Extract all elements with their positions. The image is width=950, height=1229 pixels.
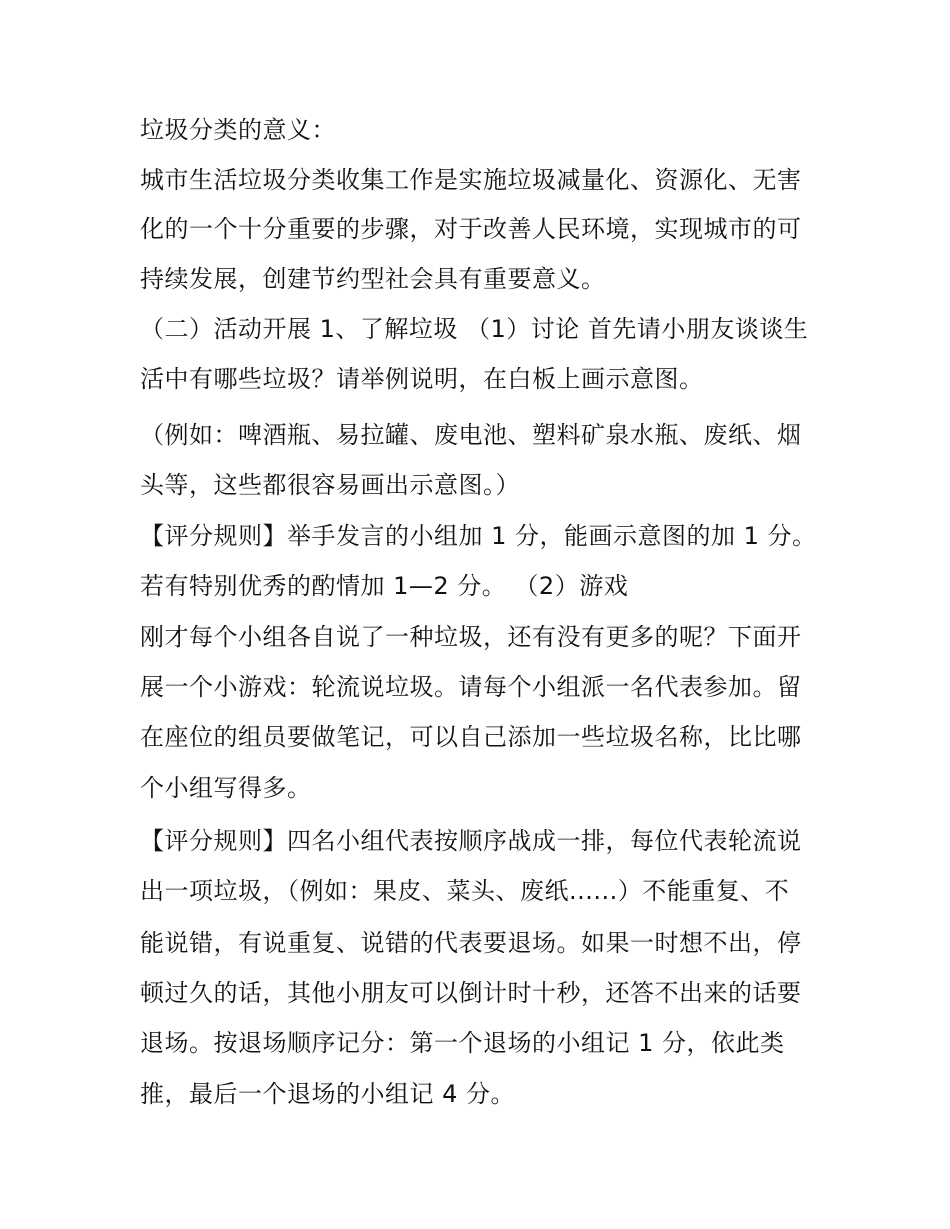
- paragraph-line: 顿过久的话，其他小朋友可以倒计时十秒，还答不出来的话要: [140, 979, 802, 1007]
- paragraph-line: 个小组写得多。: [140, 774, 312, 802]
- section-heading: 垃圾分类的意义：: [140, 116, 336, 144]
- paragraph-line: 刚才每个小组各自说了一种垃圾，还有没有更多的呢？下面开: [140, 623, 802, 651]
- paragraph-line: （例如：啤酒瓶、易拉罐、废电池、塑料矿泉水瓶、废纸、烟: [140, 421, 802, 449]
- paragraph-line: 推，最后一个退场的小组记 4 分。: [140, 1080, 516, 1108]
- paragraph-line: 在座位的组员要做笔记，可以自己添加一些垃圾名称，比比哪: [140, 723, 802, 751]
- paragraph-line: 退场。按退场顺序记分：第一个退场的小组记 1 分，依此类: [140, 1029, 785, 1057]
- paragraph-line: 展一个小游戏：轮流说垃圾。请每个小组派一名代表参加。留: [140, 673, 802, 701]
- paragraph-line: 活中有哪些垃圾？请举例说明，在白板上画示意图。: [140, 365, 704, 393]
- paragraph-line: 城市生活垃圾分类收集工作是实施垃圾减量化、资源化、无害: [140, 166, 802, 194]
- scoring-rule-line: 【评分规则】四名小组代表按顺序战成一排，每位代表轮流说: [140, 827, 802, 855]
- paragraph-line: 头等，这些都很容易画出示意图。）: [140, 471, 520, 499]
- paragraph-line: 持续发展，创建节约型社会具有重要意义。: [140, 265, 606, 293]
- paragraph-line: 能说错，有说重复、说错的代表要退场。如果一时想不出，停: [140, 929, 802, 957]
- paragraph-line: （二）活动开展 1、了解垃圾 （1）讨论 首先请小朋友谈谈生: [140, 315, 809, 343]
- paragraph-line: 出一项垃圾，（例如：果皮、菜头、废纸......）不能重复、不: [140, 877, 790, 905]
- scoring-rule-line: 【评分规则】举手发言的小组加 1 分，能画示意图的加 1 分。: [140, 522, 817, 550]
- paragraph-line: 若有特别优秀的酌情加 1—2 分。 （2）游戏: [140, 572, 629, 600]
- paragraph-line: 化的一个十分重要的步骤，对于改善人民环境，实现城市的可: [140, 215, 802, 243]
